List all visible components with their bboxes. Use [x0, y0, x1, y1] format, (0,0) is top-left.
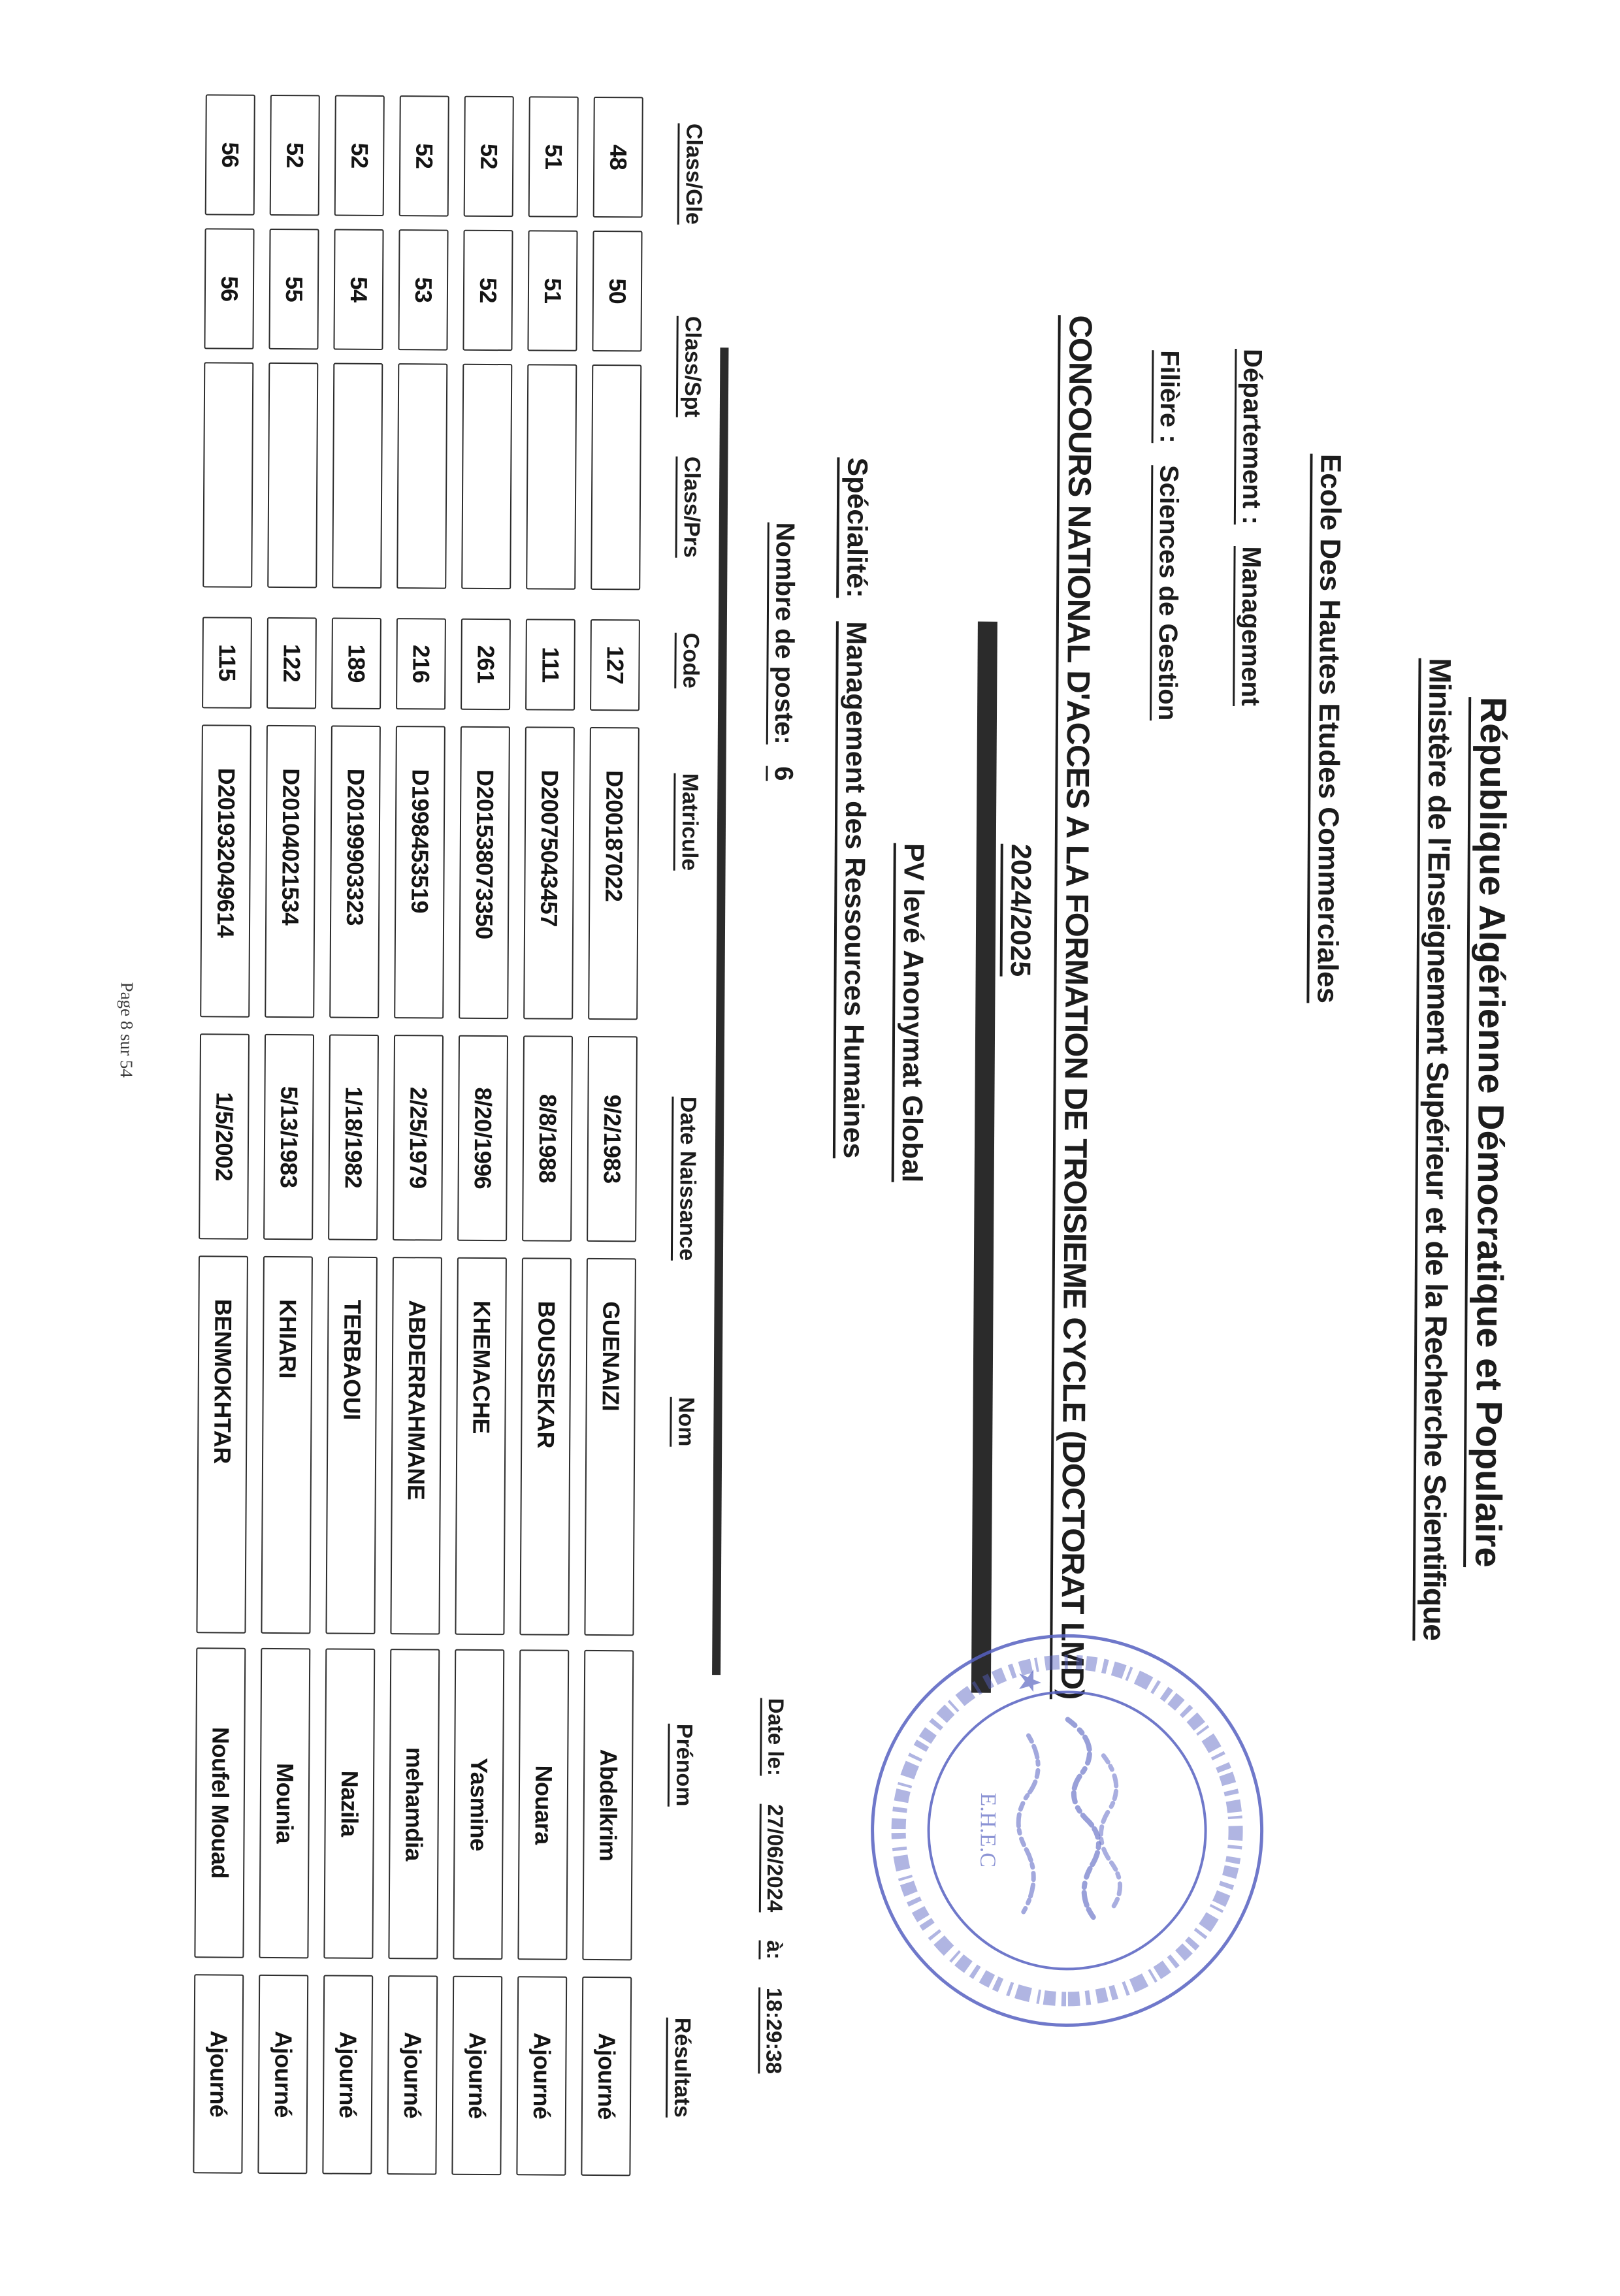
table-cell-row5-class-spt: 54: [333, 229, 383, 350]
spacer: [1237, 532, 1266, 539]
table-cell-row7-class-spt: 56: [204, 228, 254, 349]
table-cell-row1-date-naissance: 9/2/1983: [587, 1036, 638, 1242]
table-cell-row4-class-prs: [397, 363, 447, 589]
table-cell-row7-class-prs: [202, 362, 253, 587]
table-cell-row3-nom: KHEMACHE: [455, 1257, 507, 1635]
table-cell-row2-nom: BOUSSEKAR: [519, 1257, 572, 1635]
departement-value: Management: [1233, 546, 1265, 706]
pv-title: [896, 843, 930, 1183]
table-cell-row7-date-naissance: 1/5/2002: [199, 1033, 250, 1239]
column-header-pr-nom: Prénom: [668, 1724, 697, 1807]
table-cell-row6-pr-nom: Mounia: [259, 1648, 310, 1958]
table-cell-row2-code: 111: [525, 619, 575, 710]
heading-republic-text: République Algérienne Démocratique et Populaire: [1463, 697, 1514, 1568]
filiere-value: Sciences de Gestion: [1150, 465, 1183, 721]
column-header-nom: Nom: [670, 1397, 698, 1447]
table-cell-row5-code: 189: [331, 618, 381, 709]
table-cell-row4-code: 216: [396, 618, 446, 709]
table-cell-row6-class-spt: 55: [268, 229, 319, 349]
table-cell-row3-r-sultats: Ajourné: [451, 1976, 502, 2175]
table-cell-row2-r-sultats: Ajourné: [516, 1976, 567, 2175]
table-cell-row6-code: 122: [267, 617, 317, 709]
table-cell-row4-r-sultats: Ajourné: [387, 1975, 438, 2175]
column-header-r-sultats: Résultats: [666, 2018, 695, 2118]
filiere-line: [1152, 350, 1184, 720]
annee-text: 2024/2025: [1000, 844, 1037, 977]
table-cell-row4-date-naissance: 2/25/1979: [393, 1035, 444, 1240]
stamp-center-text: E.H.E.C: [975, 1792, 1000, 1868]
date-label: Date le:: [760, 1698, 788, 1776]
specialite-label: Spécialité:: [836, 457, 873, 598]
table-cell-row6-r-sultats: Ajourné: [257, 1975, 308, 2174]
time-value: 18:29:38: [758, 1988, 786, 2074]
time-label: à:: [758, 1940, 786, 1960]
separator-rule-top: [971, 622, 997, 1693]
table-cell-row1-class-spt: 50: [592, 231, 642, 351]
table-cell-row3-date-naissance: 8/20/1996: [457, 1035, 508, 1241]
table-cell-row3-matricule: D201538073350: [459, 726, 510, 1019]
date-value: 27/06/2024: [759, 1804, 788, 1912]
table-cell-row2-class-gle: 51: [528, 96, 579, 217]
table-cell-row7-class-gle: 56: [205, 94, 255, 215]
heading-ministry-text: Ministère de l'Enseignement Supérieur et de la Recherche Scientifique: [1412, 658, 1457, 1640]
departement-line: [1235, 349, 1267, 706]
heading-ministry: [1416, 658, 1458, 1640]
table-cell-row6-date-naissance: 5/13/1983: [263, 1034, 314, 1240]
table-cell-row7-r-sultats: Ajourné: [193, 1974, 244, 2173]
table-cell-row5-matricule: D20199903323: [329, 726, 381, 1018]
table-cell-row5-class-gle: 52: [334, 95, 385, 216]
pv-title-text: PV levé Anonymat Global: [892, 843, 930, 1183]
heading-school-text: Ecole Des Hautes Etudes Commerciales: [1306, 454, 1346, 1004]
table-cell-row1-pr-nom: Abdelkrim: [582, 1650, 634, 1960]
table-cell-row3-class-gle: 52: [464, 96, 514, 217]
column-header-class-gle: Class/Gle: [677, 123, 707, 225]
nombre-poste-value: 6: [766, 766, 798, 781]
date-line: [758, 1698, 788, 2097]
table-cell-row4-class-gle: 52: [399, 95, 449, 216]
specialite-value: Management des Ressources Humaines: [833, 621, 872, 1158]
table-cell-row5-nom: TERBAOUI: [325, 1256, 378, 1634]
spacer: [841, 606, 872, 613]
column-header-code: Code: [674, 633, 704, 688]
table-cell-row4-pr-nom: mehamdia: [388, 1649, 440, 1959]
table-cell-row7-nom: BENMOKHTAR: [196, 1255, 248, 1633]
table-cell-row6-nom: KHIARI: [261, 1256, 313, 1634]
table-cell-row1-code: 127: [590, 619, 640, 711]
table-cell-row7-pr-nom: Noufel Mouad: [194, 1647, 246, 1958]
table-cell-row2-class-spt: 51: [527, 230, 577, 351]
table-cell-row3-pr-nom: Yasmine: [453, 1649, 504, 1960]
concours-title-text: CONCOURS NATIONAL D'ACCES A LA FORMATION DE TROISIEME CYCLE (DOCTORAT LMD): [1050, 315, 1098, 1699]
table-cell-row2-matricule: D20075043457: [523, 726, 575, 1019]
column-header-class-spt: Class/Spt: [676, 316, 705, 417]
table-cell-row1-matricule: D200187022: [588, 727, 640, 1020]
table-cell-row4-class-spt: 53: [398, 229, 448, 350]
table-cell-row4-nom: ABDERRAHMANE: [390, 1257, 442, 1634]
column-header-class-prs: Class/Prs: [675, 457, 704, 558]
page-indicator: Page 8 sur 54: [116, 982, 137, 1078]
nombre-poste-line: [768, 523, 799, 781]
heading-republic: [1467, 697, 1515, 1568]
table-cell-row5-r-sultats: Ajourné: [322, 1975, 373, 2174]
table-cell-row1-nom: GUENAIZI: [584, 1258, 636, 1636]
table-cell-row1-class-gle: 48: [593, 97, 643, 218]
table-cell-row1-class-prs: [591, 364, 641, 590]
stamp-graphic: [857, 1620, 1278, 2041]
table-cell-row3-code: 261: [461, 619, 511, 710]
spacer: [1154, 451, 1183, 458]
table-cell-row5-date-naissance: 1/18/1982: [328, 1035, 379, 1240]
table-cell-row2-class-prs: [526, 364, 577, 589]
table-cell-row6-class-gle: 52: [270, 95, 320, 216]
table-cell-row3-class-prs: [461, 364, 512, 589]
column-header-matricule: Matricule: [673, 773, 703, 871]
table-cell-row5-class-prs: [332, 363, 383, 589]
table-cell-row5-pr-nom: Nazila: [323, 1648, 375, 1958]
heading-school: [1310, 454, 1346, 1004]
table-cell-row7-code: 115: [202, 617, 252, 708]
table-cell-row6-matricule: D20104021534: [265, 725, 316, 1018]
specialite-line: [837, 457, 873, 1158]
table-cell-row7-matricule: D201932049614: [200, 724, 251, 1017]
official-stamp: [854, 1620, 1278, 2041]
table-cell-row2-pr-nom: Nouara: [517, 1649, 569, 1960]
column-header-date-naissance: Date Naissance: [671, 1097, 701, 1261]
annee-universitaire: [1004, 844, 1037, 977]
spacer: [770, 752, 798, 759]
table-cell-row4-matricule: D1998453519: [394, 726, 446, 1018]
nombre-poste-label: Nombre de poste:: [766, 523, 800, 745]
table-cell-row2-date-naissance: 8/8/1988: [522, 1035, 573, 1241]
filiere-label: Filière :: [1152, 350, 1184, 444]
separator-rule-table: [712, 348, 728, 1675]
table-cell-row3-class-spt: 52: [462, 230, 513, 351]
table-cell-row1-r-sultats: Ajourné: [581, 1977, 632, 2176]
table-cell-row6-class-prs: [267, 363, 318, 588]
departement-label: Département :: [1234, 349, 1267, 525]
concours-title: [1054, 315, 1099, 1699]
